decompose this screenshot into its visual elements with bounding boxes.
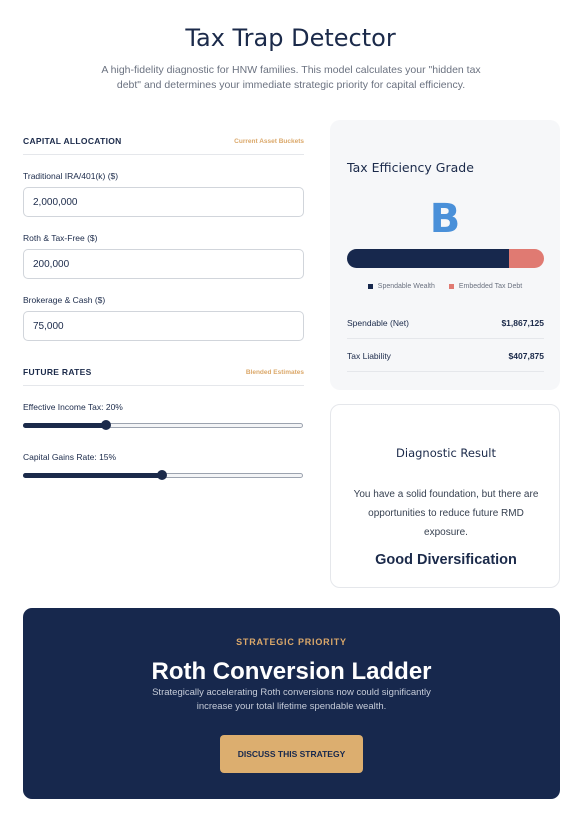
ira-input[interactable]: [23, 187, 304, 217]
diagnostic-card: [330, 404, 560, 588]
wealth-split-bar: [347, 249, 544, 268]
field-label-roth: Roth & Tax-Free ($): [23, 233, 98, 243]
grade-letter: B: [429, 196, 461, 242]
section-title-rates: FUTURE RATES: [23, 367, 92, 377]
slider-label-capital-gains: Capital Gains Rate: 15%: [23, 452, 117, 462]
spendable-label: Spendable (Net): [347, 318, 409, 328]
diagnostic-title: Diagnostic Result: [396, 446, 496, 460]
field-label-ira: Traditional IRA/401(k) ($): [23, 171, 119, 181]
slider-fill: [23, 473, 162, 478]
section-tag-capital: Current Asset Buckets: [234, 137, 304, 145]
tax-liability-row: [347, 351, 544, 372]
legend-item-spendable: [368, 283, 435, 290]
tax-debt-segment: [509, 249, 544, 268]
tax-liability-label: Tax Liability: [347, 351, 391, 361]
capital-allocation-header: [23, 136, 304, 155]
spendable-value: $1,867,125: [501, 318, 544, 328]
inputs-panel: [23, 136, 304, 482]
brokerage-input[interactable]: [23, 311, 304, 341]
bar-legend: [330, 283, 560, 290]
future-rates-header: [23, 367, 304, 386]
page-title: Tax Trap Detector: [185, 24, 396, 52]
slider-thumb[interactable]: [101, 420, 111, 430]
income-tax-slider[interactable]: [23, 418, 304, 432]
legend-swatch-tax-debt: [449, 284, 454, 289]
slider-thumb[interactable]: [157, 470, 167, 480]
slider-label-income-tax: Effective Income Tax: 20%: [23, 402, 123, 412]
tax-liability-value: $407,875: [508, 351, 544, 361]
diagnostic-text: You have a solid foundation, but there are opportunities to reduce future RMD exposure.: [353, 489, 539, 538]
capital-gains-slider[interactable]: [23, 468, 304, 482]
priority-title: Roth Conversion Ladder: [151, 658, 432, 685]
spendable-segment: [347, 249, 509, 268]
legend-swatch-spendable: [368, 284, 373, 289]
priority-description: Strategically accelerating Roth conversions now could significantly increase your total lifetime spendable wealth.: [152, 687, 431, 712]
legend-label-tax-debt: Embedded Tax Debt: [458, 283, 523, 290]
discuss-strategy-button[interactable]: DISCUSS THIS STRATEGY: [220, 735, 363, 773]
spendable-row: [347, 318, 544, 339]
priority-kicker: STRATEGIC PRIORITY: [236, 637, 347, 647]
grade-card: [330, 120, 560, 390]
section-tag-rates: Blended Estimates: [245, 368, 304, 376]
field-label-brokerage: Brokerage & Cash ($): [23, 295, 106, 305]
slider-fill: [23, 423, 106, 428]
legend-label-spendable: Spendable Wealth: [377, 283, 435, 290]
grade-card-title: Tax Efficiency Grade: [347, 160, 474, 175]
diagnostic-result: Good Diversification: [375, 552, 517, 568]
roth-input[interactable]: [23, 249, 304, 279]
section-title-capital: CAPITAL ALLOCATION: [23, 136, 122, 146]
strategic-priority-panel: [23, 608, 560, 799]
legend-item-tax-debt: [449, 283, 522, 290]
page-subtitle: A high-fidelity diagnostic for HNW families. This model calculates your "hidden tax debt" and determines your immediate strategic priority for capital efficiency.: [101, 64, 481, 91]
